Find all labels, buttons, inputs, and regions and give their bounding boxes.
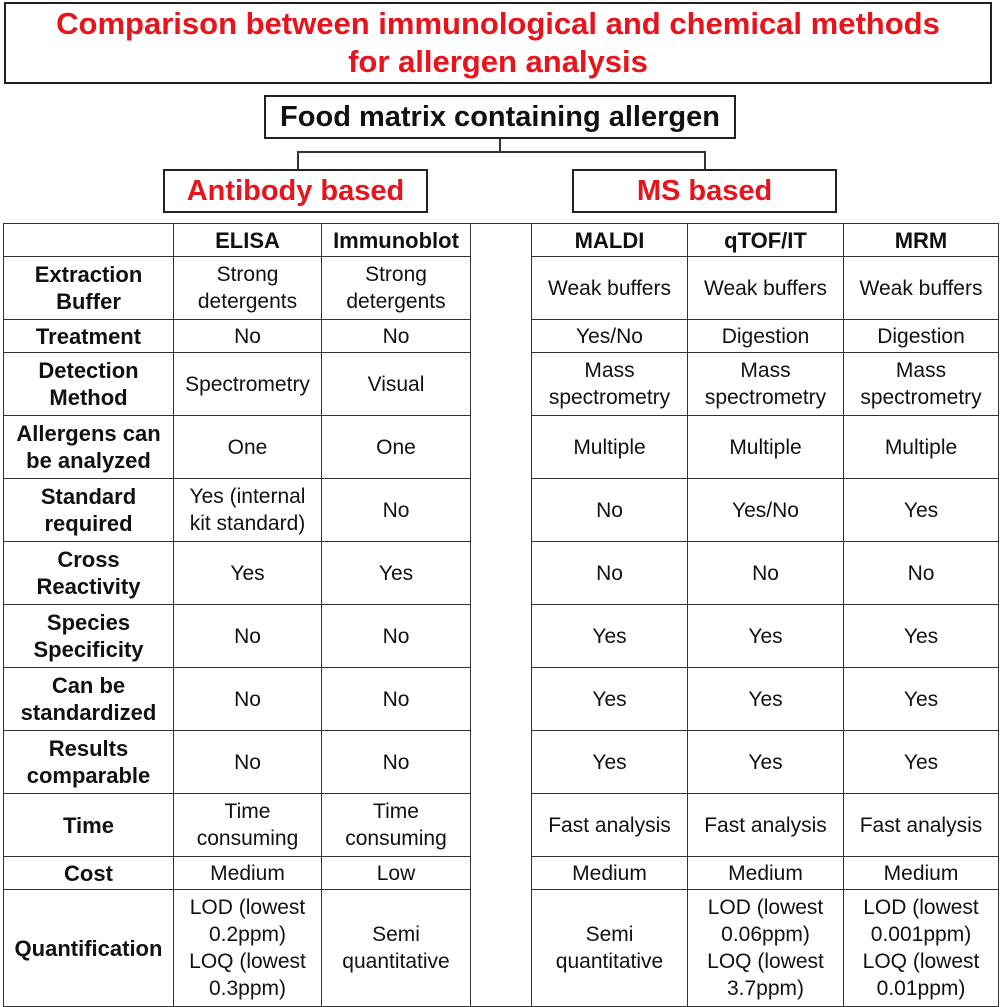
row-header: Treatment: [4, 320, 174, 353]
connector-horizontal: [297, 151, 706, 153]
table-cell: Yes: [688, 668, 844, 731]
table-cell: No: [532, 479, 688, 542]
table-cell: No: [322, 605, 471, 668]
table-cell: Multiple: [844, 416, 999, 479]
column-gap: [471, 668, 532, 731]
table-cell: Yes: [532, 668, 688, 731]
table-cell: Medium: [688, 857, 844, 890]
column-gap: [471, 353, 532, 416]
column-gap: [471, 731, 532, 794]
table-cell: No: [322, 668, 471, 731]
table-cell: Yes: [844, 605, 999, 668]
table-cell: Yes/No: [688, 479, 844, 542]
row-header: Standard required: [4, 479, 174, 542]
column-gap: [471, 890, 532, 1007]
column-gap: [471, 794, 532, 857]
comparison-table-wrap: [3, 223, 998, 1004]
table-cell: No: [532, 542, 688, 605]
table-cell: Semi quantitative: [532, 890, 688, 1007]
table-cell: Weak buffers: [532, 257, 688, 320]
column-header: qTOF/IT: [688, 224, 844, 257]
table-cell: Fast analysis: [532, 794, 688, 857]
table-cell: Mass spectrometry: [688, 353, 844, 416]
row-header: Results comparable: [4, 731, 174, 794]
table-cell: LOD (lowest 0.06ppm) LOQ (lowest 3.7ppm): [688, 890, 844, 1007]
ms-based-label: MS based: [636, 174, 773, 207]
table-cell: Strong detergents: [174, 257, 322, 320]
row-header: Cross Reactivity: [4, 542, 174, 605]
table-cell: Multiple: [532, 416, 688, 479]
table-cell: Medium: [844, 857, 999, 890]
table-cell: No: [322, 731, 471, 794]
ms-based-box: [572, 169, 837, 213]
table-cell: Digestion: [688, 320, 844, 353]
table-cell: Yes: [688, 731, 844, 794]
table-cell: Weak buffers: [844, 257, 999, 320]
table-cell: Yes: [532, 605, 688, 668]
row-header: Allergens can be analyzed: [4, 416, 174, 479]
table-row: [4, 320, 999, 353]
row-header: Extraction Buffer: [4, 257, 174, 320]
table-cell: Yes/No: [532, 320, 688, 353]
column-header: MALDI: [532, 224, 688, 257]
row-header: Time: [4, 794, 174, 857]
table-cell: Yes: [174, 542, 322, 605]
page-title: Comparison between immunological and chemical methods for allergen analysis: [56, 6, 940, 79]
row-header: Cost: [4, 857, 174, 890]
table-cell: LOD (lowest 0.001ppm) LOQ (lowest 0.01ppm): [844, 890, 999, 1007]
corner-cell: [4, 224, 174, 257]
table-cell: No: [322, 320, 471, 353]
table-cell: Yes: [844, 479, 999, 542]
table-cell: No: [174, 668, 322, 731]
table-row: [4, 416, 999, 479]
table-cell: Visual: [322, 353, 471, 416]
root-node-box: [264, 95, 736, 139]
column-gap: [471, 857, 532, 890]
column-gap: [471, 320, 532, 353]
table-row: [4, 857, 999, 890]
table-cell: Multiple: [688, 416, 844, 479]
table-row: [4, 731, 999, 794]
column-gap: [471, 224, 532, 257]
table-cell: One: [174, 416, 322, 479]
table-cell: Yes: [322, 542, 471, 605]
row-header: Species Specificity: [4, 605, 174, 668]
table-cell: Mass spectrometry: [532, 353, 688, 416]
title-box: [4, 2, 992, 84]
table-cell: Semi quantitative: [322, 890, 471, 1007]
table-cell: Fast analysis: [688, 794, 844, 857]
table-header-row: [4, 224, 999, 257]
antibody-based-label: Antibody based: [186, 174, 405, 207]
table-row: [4, 257, 999, 320]
table-row: [4, 353, 999, 416]
table-cell: Medium: [532, 857, 688, 890]
row-header: Detection Method: [4, 353, 174, 416]
connector-right-drop: [704, 151, 706, 169]
column-gap: [471, 479, 532, 542]
column-gap: [471, 257, 532, 320]
table-cell: No: [174, 605, 322, 668]
table-cell: Yes: [688, 605, 844, 668]
table-cell: Digestion: [844, 320, 999, 353]
table-cell: Weak buffers: [688, 257, 844, 320]
column-gap: [471, 542, 532, 605]
table-cell: No: [174, 731, 322, 794]
column-header: Immunoblot: [322, 224, 471, 257]
comparison-table: [3, 223, 999, 1007]
table-cell: Low: [322, 857, 471, 890]
table-cell: Medium: [174, 857, 322, 890]
table-cell: Time consuming: [174, 794, 322, 857]
table-cell: LOD (lowest 0.2ppm) LOQ (lowest 0.3ppm): [174, 890, 322, 1007]
row-header: Quantification: [4, 890, 174, 1007]
root-node-label: Food matrix containing allergen: [280, 100, 720, 133]
table-row: [4, 542, 999, 605]
table-cell: Time consuming: [322, 794, 471, 857]
column-header: ELISA: [174, 224, 322, 257]
column-header: MRM: [844, 224, 999, 257]
table-cell: Yes (internal kit standard): [174, 479, 322, 542]
table-cell: Fast analysis: [844, 794, 999, 857]
table-cell: Yes: [844, 731, 999, 794]
row-header: Can be standardized: [4, 668, 174, 731]
table-cell: Mass spectrometry: [844, 353, 999, 416]
table-cell: One: [322, 416, 471, 479]
table-row: [4, 668, 999, 731]
table-cell: Spectrometry: [174, 353, 322, 416]
table-cell: No: [688, 542, 844, 605]
table-cell: No: [844, 542, 999, 605]
table-row: [4, 890, 999, 1007]
table-cell: No: [322, 479, 471, 542]
table-row: [4, 794, 999, 857]
column-gap: [471, 416, 532, 479]
table-row: [4, 479, 999, 542]
table-cell: Strong detergents: [322, 257, 471, 320]
connector-left-drop: [297, 151, 299, 169]
table-cell: Yes: [532, 731, 688, 794]
comparison-table-body: [4, 224, 999, 1007]
column-gap: [471, 605, 532, 668]
table-cell: No: [174, 320, 322, 353]
antibody-based-box: [163, 169, 428, 213]
table-row: [4, 605, 999, 668]
table-cell: Yes: [844, 668, 999, 731]
